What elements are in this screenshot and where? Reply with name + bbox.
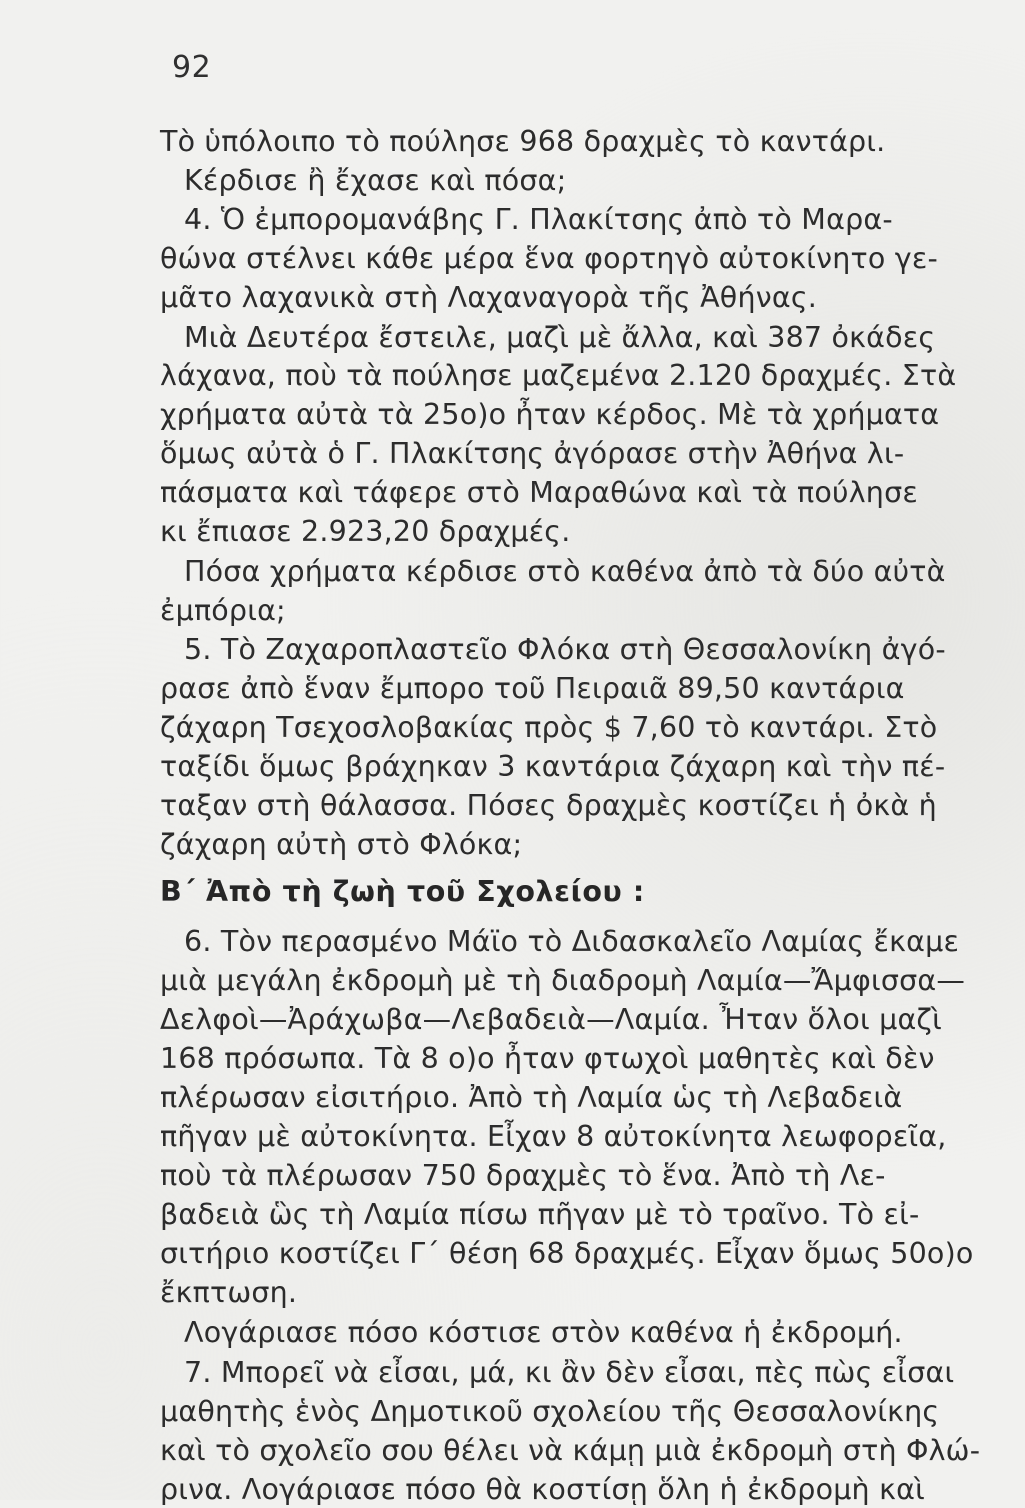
- text-line: ἐμπόρια;: [160, 594, 286, 627]
- text-line: χρήματα αὐτὰ τὰ 25ο)ο ἦταν κέρδος. Μὲ τὰ χρήματα: [160, 398, 940, 431]
- section-heading: Β΄ Ἀπὸ τὴ ζωὴ τοῦ Σχολείου :: [160, 875, 645, 908]
- text-line: θώνα στέλνει κάθε μέρα ἕνα φορτηγὸ αὐτοκίνητο γε-: [160, 242, 938, 275]
- text-line: ρασε ἀπὸ ἕναν ἔμπορο τοῦ Πειραιᾶ 89,50 καντάρια: [160, 672, 905, 705]
- text-line: κι ἔπιασε 2.923,20 δραχμές.: [160, 515, 571, 548]
- text-line: ζάχαρη αὐτὴ στὸ Φλόκα;: [160, 828, 523, 861]
- problem-7-start: 7. Μπορεῖ νὰ εἶσαι, μά, κι ἂν δὲν εἶσαι, πὲς πὼς εἶσαι: [184, 1356, 955, 1389]
- problem-6-start: 6. Τὸν περασμένο Μάϊο τὸ Διδασκαλεῖο Λαμίας ἔκαμε: [184, 925, 960, 958]
- text-line: Πόσα χρήματα κέρδισε στὸ καθένα ἀπὸ τὰ δύο αὐτὰ: [184, 555, 946, 588]
- text-line: Μιὰ Δευτέρα ἔστειλε, μαζὶ μὲ ἄλλα, καὶ 387 ὀκάδες: [184, 321, 936, 354]
- text-line: μαθητὴς ἑνὸς Δημοτικοῦ σχολείου τῆς Θεσσαλονίκης: [160, 1395, 940, 1428]
- problem-5-start: 5. Τὸ Ζαχαροπλαστεῖο Φλόκα στὴ Θεσσαλονίκη ἀγό-: [184, 633, 946, 666]
- text-line: λάχανα, ποὺ τὰ πούλησε μαζεμένα 2.120 δραχμές. Στὰ: [160, 359, 957, 392]
- text-line: πῆγαν μὲ αὐτοκίνητα. Εἶχαν 8 αὐτοκίνητα λεωφορεῖα,: [160, 1120, 947, 1153]
- text-line: ἔκπτωση.: [160, 1276, 298, 1309]
- text-line: ζάχαρη Τσεχοσλοβακίας πρὸς $ 7,60 τὸ καντάρι. Στὸ: [160, 711, 938, 744]
- text-line: πλέρωσαν εἰσιτήριο. Ἀπὸ τὴ Λαμία ὡς τὴ Λεβαδειὰ: [160, 1081, 903, 1114]
- text-line: Κέρδισε ἢ ἔχασε καὶ πόσα;: [184, 164, 567, 197]
- text-line: ρινα. Λογάριασε πόσο θὰ κοστίσῃ ὅλη ἡ ἐκδρομὴ καὶ: [160, 1473, 925, 1506]
- text-line: ταξαν στὴ θάλασσα. Πόσες δραχμὲς κοστίζει ἡ ὀκὰ ἡ: [160, 789, 937, 822]
- text-line: 168 πρόσωπα. Τὰ 8 ο)ο ἦταν φτωχοὶ μαθητὲς καὶ δὲν: [160, 1042, 935, 1075]
- text-line: Τὸ ὑπόλοιπο τὸ πούλησε 968 δραχμὲς τὸ καντάρι.: [160, 125, 886, 158]
- text-line: ταξίδι ὅμως βράχηκαν 3 καντάρια ζάχαρη καὶ τὴν πέ-: [160, 750, 946, 783]
- problem-4-start: 4. Ὁ ἐμπορομανάβης Γ. Πλακίτσης ἀπὸ τὸ Μαρα-: [184, 203, 893, 236]
- text-line: σιτήριο κοστίζει Γ΄ θέση 68 δραχμές. Εἶχαν ὅμως 50ο)ο: [160, 1237, 974, 1270]
- text-line: πάσματα καὶ τάφερε στὸ Μαραθώνα καὶ τὰ πούλησε: [160, 476, 918, 509]
- page-number: 92: [172, 50, 212, 85]
- text-line: ποὺ τὰ πλέρωσαν 750 δραχμὲς τὸ ἕνα. Ἀπὸ τὴ Λε-: [160, 1159, 886, 1192]
- text-line: μιὰ μεγάλη ἐκδρομὴ μὲ τὴ διαδρομὴ Λαμία—Ἄμφισσα—: [160, 964, 966, 997]
- text-line: Δελφοὶ—Ἀράχωβα—Λεβαδειὰ—Λαμία. Ἦταν ὅλοι μαζὶ: [160, 1003, 942, 1036]
- text-line: βαδειὰ ὣς τὴ Λαμία πίσω πῆγαν μὲ τὸ τραῖνο. Τὸ εἰ-: [160, 1198, 920, 1231]
- text-line: Λογάριασε πόσο κόστισε στὸν καθένα ἡ ἐκδρομή.: [184, 1316, 903, 1349]
- text-line: καὶ τὸ σχολεῖο σου θέλει νὰ κάμῃ μιὰ ἐκδρομὴ στὴ Φλώ-: [160, 1434, 981, 1467]
- text-line: ὅμως αὐτὰ ὁ Γ. Πλακίτσης ἀγόρασε στὴν Ἀθήνα λι-: [160, 437, 905, 470]
- text-line: μᾶτο λαχανικὰ στὴ Λαχαναγορὰ τῆς Ἀθήνας.: [160, 281, 818, 314]
